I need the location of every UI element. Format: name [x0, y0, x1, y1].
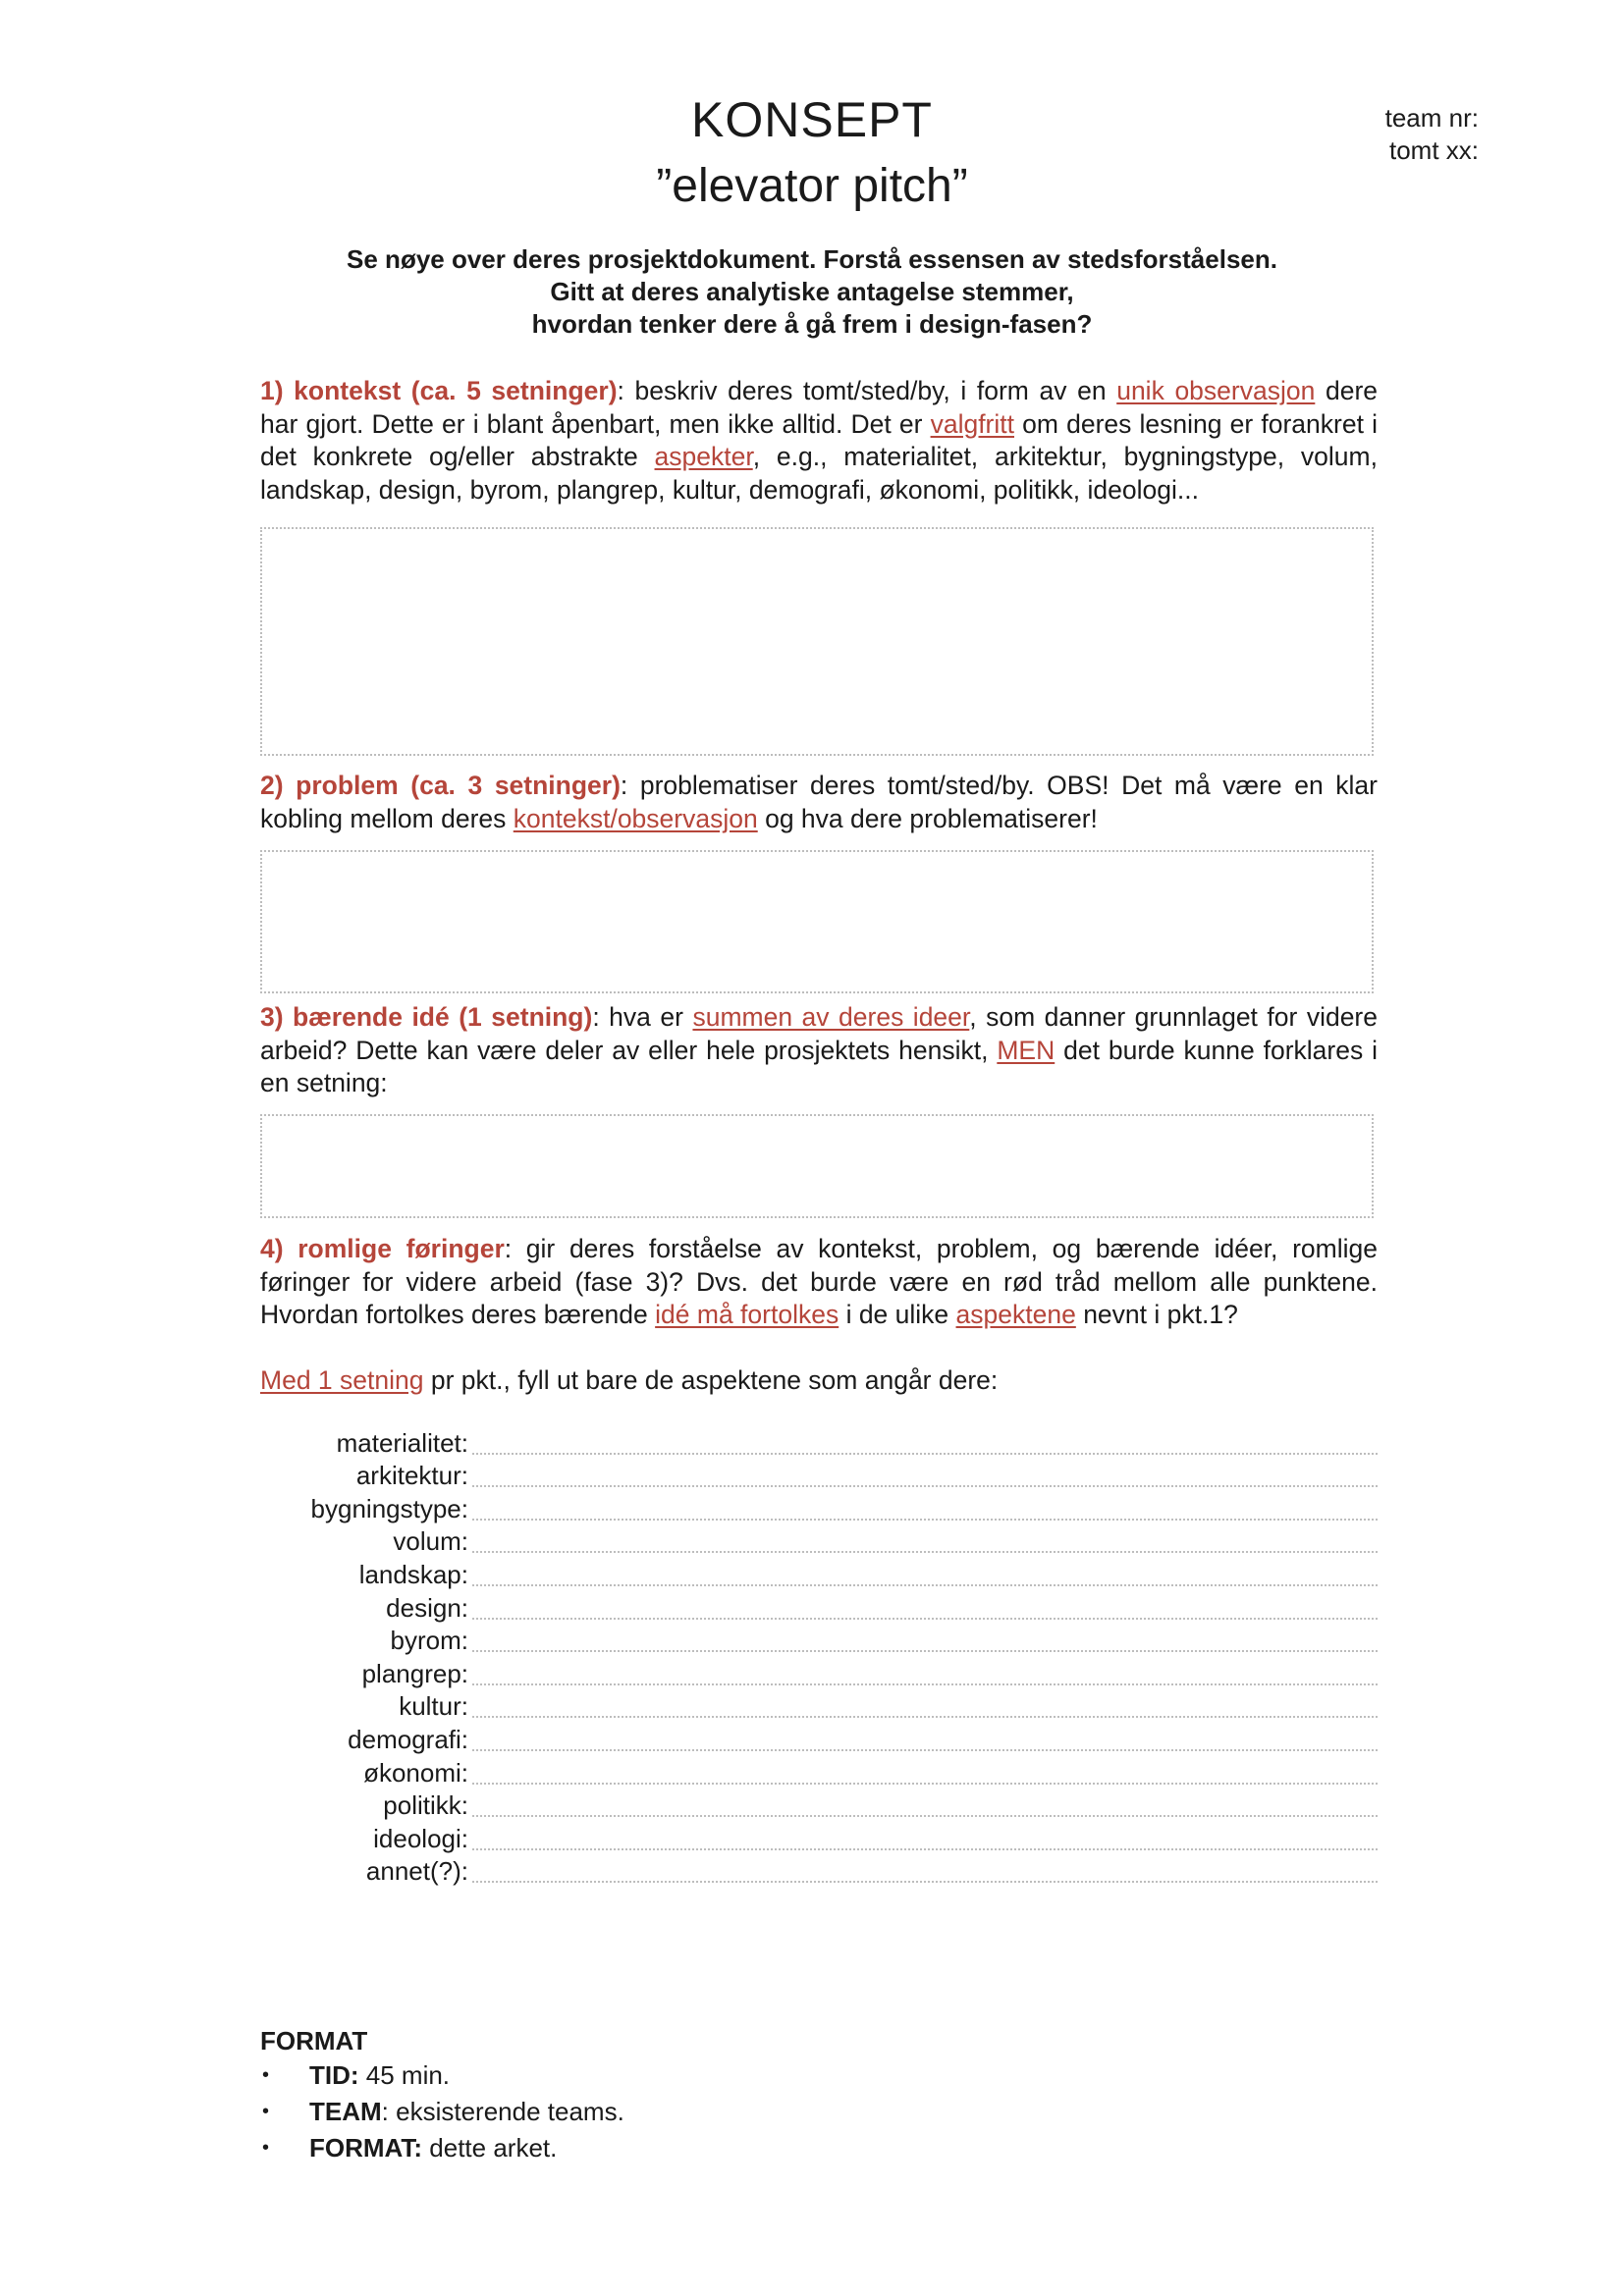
team-number-label: team nr:: [1384, 103, 1479, 133]
aspect-field-row: [260, 1426, 1378, 1460]
underlined-term: kontekst/observasjon: [513, 803, 758, 833]
section-heading: 2) problem (ca. 3 setninger): [260, 771, 621, 800]
section-spatial-prompt: [260, 1233, 1378, 1332]
aspect-field-label: bygningstype:: [310, 1493, 468, 1523]
idea-answer-box[interactable]: [260, 1114, 1374, 1218]
aspect-field-input[interactable]: [472, 1429, 1378, 1455]
format-value: 45 min.: [358, 2060, 451, 2090]
underlined-term: aspektene: [955, 1300, 1076, 1329]
aspect-field-label: annet(?):: [365, 1856, 468, 1887]
format-label: TID:: [309, 2060, 359, 2090]
page-subtitle: ”elevator pitch”: [656, 160, 968, 212]
aspect-field-input[interactable]: [472, 1660, 1378, 1685]
instruction-text: pr pkt., fyll ut bare de aspektene som angår dere:: [423, 1365, 999, 1395]
aspect-field-label: kultur:: [399, 1691, 468, 1722]
page-title: KONSEPT: [691, 92, 933, 147]
format-label: TEAM: [309, 2097, 382, 2126]
section-text: om deres lesning er forankret i det konkrete og/eller abstrakte: [260, 408, 1378, 471]
underlined-term: valgfritt: [930, 408, 1014, 439]
aspect-field-label: økonomi:: [363, 1757, 468, 1788]
section-heading: 4) romlige føringer: [260, 1234, 505, 1263]
team-info: [1385, 102, 1479, 167]
aspect-field-row: [260, 1558, 1378, 1591]
problem-answer-box[interactable]: [260, 850, 1374, 993]
bullet-icon: •: [262, 2101, 270, 2122]
aspect-field-row: [260, 1756, 1378, 1789]
underlined-term: summen av deres ideer: [692, 1002, 970, 1032]
aspect-field-label: politikk:: [383, 1790, 468, 1821]
section-text: og hva dere problematiserer!: [757, 803, 1098, 833]
aspect-field-label: plangrep:: [361, 1658, 468, 1688]
aspect-field-row: [260, 1723, 1378, 1756]
section-text: nevnt i pkt.1?: [1075, 1300, 1238, 1329]
aspect-field-input[interactable]: [472, 1791, 1378, 1817]
aspect-field-label: byrom:: [390, 1626, 468, 1656]
section-text: dere har gjort. Dette er i blant åpenbart, men ikke alltid. Det er: [260, 376, 1379, 439]
aspect-field-input[interactable]: [472, 1759, 1378, 1785]
aspect-field-input[interactable]: [472, 1692, 1378, 1718]
aspect-field-input[interactable]: [472, 1857, 1378, 1883]
aspect-field-row: [260, 1822, 1378, 1855]
context-answer-box[interactable]: [260, 527, 1374, 756]
aspect-field-input[interactable]: [472, 1627, 1378, 1652]
section-context-prompt: [260, 375, 1378, 507]
fill-instruction: [260, 1363, 998, 1397]
underlined-term: unik observasjon: [1116, 376, 1316, 405]
section-text: det burde kunne forklares i en setning:: [260, 1035, 1378, 1097]
aspect-field-input[interactable]: [472, 1561, 1378, 1586]
format-list: [260, 2057, 624, 2166]
section-problem-prompt: [260, 770, 1378, 835]
aspect-field-row: [260, 1591, 1378, 1625]
format-section: [260, 2024, 624, 2166]
section-heading: 3) bærende idé (1 setning): [260, 1002, 593, 1032]
aspect-field-input[interactable]: [472, 1527, 1378, 1553]
format-value: dette arket.: [422, 2133, 558, 2163]
aspect-field-label: volum:: [393, 1526, 468, 1557]
aspect-field-input[interactable]: [472, 1726, 1378, 1751]
section-text: i de ulike: [839, 1300, 956, 1329]
section-heading: 1) kontekst (ca. 5 setninger): [260, 376, 618, 405]
aspect-field-input[interactable]: [472, 1594, 1378, 1620]
aspect-field-row: [260, 1625, 1378, 1658]
aspect-field-label: arkitektur:: [355, 1461, 468, 1491]
plot-number-label: tomt xx:: [1388, 135, 1479, 165]
intro-line-2: Gitt at deres analytiske antagelse stemmer,: [550, 277, 1074, 306]
intro-line-3: hvordan tenker dere å gå frem i design-fasen?: [531, 309, 1093, 339]
aspect-field-label: materialitet:: [336, 1427, 468, 1458]
section-text: : beskriv deres tomt/sted/by, i form av en: [617, 376, 1117, 405]
format-value: : eksisterende teams.: [381, 2097, 624, 2126]
aspect-field-label: demografi:: [348, 1724, 468, 1754]
aspect-field-row: [260, 1460, 1378, 1493]
underlined-term: MEN: [997, 1035, 1056, 1065]
format-item-format: [260, 2130, 624, 2166]
aspect-field-label: ideologi:: [373, 1823, 468, 1853]
aspect-field-row: [260, 1525, 1378, 1559]
intro-text: [196, 243, 1428, 341]
section-text: , som danner grunnlaget for videre arbeid? Dette kan være deler av eller hele prosjektets hensikt,: [260, 1002, 1378, 1065]
aspect-field-row: [260, 1657, 1378, 1690]
format-item-team: [260, 2094, 624, 2130]
section-idea-prompt: [260, 1001, 1378, 1100]
format-title: FORMAT: [260, 2026, 368, 2056]
underlined-term: idé må fortolkes: [655, 1300, 839, 1329]
underlined-term: Med 1 setning: [260, 1365, 424, 1395]
aspect-field-row: [260, 1855, 1378, 1889]
aspect-fields: [260, 1426, 1378, 1888]
bullet-icon: •: [262, 2137, 270, 2159]
aspect-field-label: design:: [386, 1592, 468, 1623]
aspect-field-label: landskap:: [358, 1559, 468, 1589]
format-label: FORMAT:: [309, 2133, 423, 2163]
format-item-time: [260, 2057, 624, 2094]
bullet-icon: •: [262, 2064, 270, 2086]
aspect-field-row: [260, 1690, 1378, 1724]
aspect-field-input[interactable]: [472, 1825, 1378, 1850]
underlined-term: aspekter: [654, 442, 753, 471]
aspect-field-row: [260, 1789, 1378, 1823]
section-text: : gir deres forståelse av kontekst, problem, og bærende idéer, romlige føringer for videre arbeid (fase 3)? Dvs. det burde være en rød tråd mellom alle punktene. Hvordan fortolkes deres bærende: [260, 1234, 1378, 1329]
section-text: : hva er: [592, 1002, 693, 1032]
intro-line-1: Se nøye over deres prosjektdokument. Forstå essensen av stedsforståelsen.: [347, 244, 1277, 274]
section-text: , e.g., materialitet, arkitektur, bygningstype, volum, landskap, design, byrom, plangrep, kultur, demografi, økonomi, politikk, ideologi...: [260, 442, 1378, 505]
section-text: : problematiser deres tomt/sted/by. OBS! Det må være en klar kobling mellom deres: [260, 771, 1378, 833]
aspect-field-input[interactable]: [472, 1462, 1378, 1487]
aspect-field-row: [260, 1492, 1378, 1525]
aspect-field-input[interactable]: [472, 1495, 1378, 1521]
